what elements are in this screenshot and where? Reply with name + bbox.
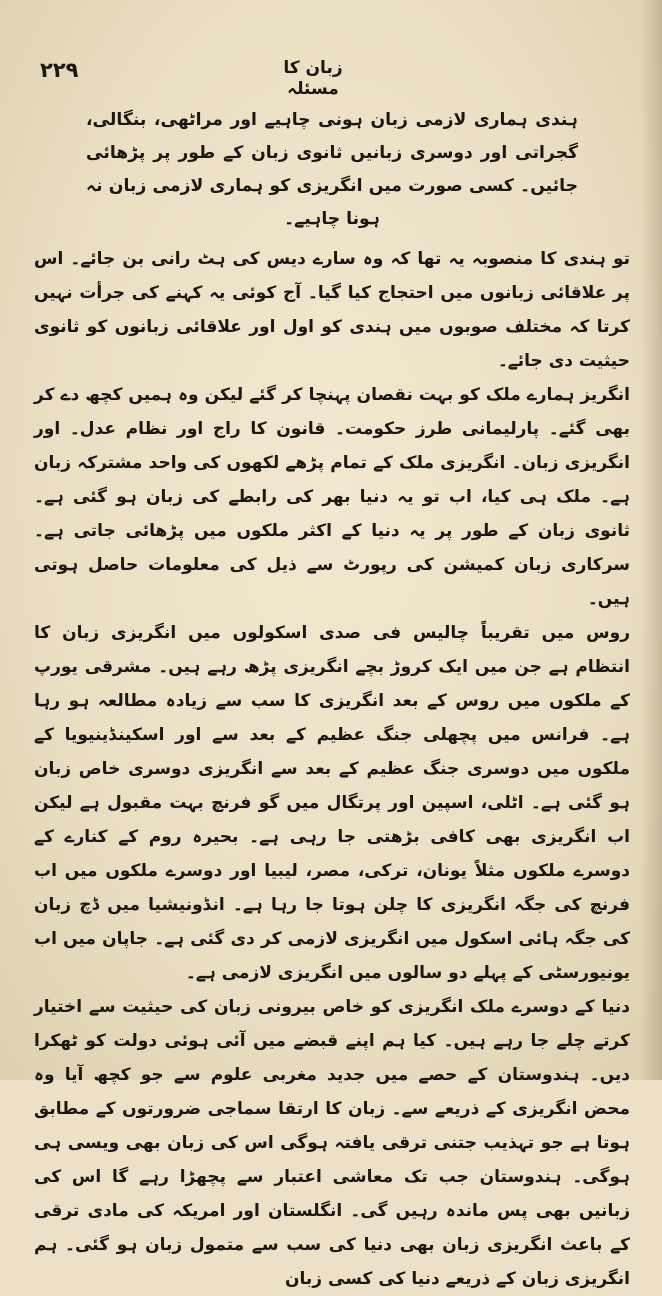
page-number: ۲۲۹ [40, 58, 79, 82]
page-body [34, 104, 630, 1296]
running-title: زبان کا مسئلہ [283, 58, 343, 99]
paragraph-hindi-plan: تو ہندی کا منصوبہ یہ تھا کہ وہ سارے دیس کی ہٹ رانی بن جائے۔ اس پر علاقائی زبانوں میں احتجاج کیا گیا۔ آج کوئی یہ کہنے کی جرأت نہیں کرتا کہ مختلف صوبوں میں ہندی کو اول اور علاقائی زبانوں کو ثانوی حیثیت دی جائے۔ [34, 249, 630, 371]
page-edge-shadow [640, 0, 662, 1080]
paragraph-english-advantage: دنیا کے دوسرے ملک انگریزی کو خاص بیرونی زبان کی حیثیت سے اختیار کرتے چلے جا رہے ہیں۔ کیا ہم اپنے قبضے میں آئی ہوئی دولت کو ٹھکرا دیں۔ ہندوستان کے حصے میں جدید مغربی علوم سے جو کچھ آیا وہ محض انگریزی کے ذریعے سے۔ زبان کا ارتقا سماجی ضرورتوں کے مطابق ہوتا ہے جو تہذیب جتنی ترقی یافتہ ہوگی اس کی زبان بھی ویسی ہی ہوگی۔ ہندوستان جب تک معاشی اعتبار سے پچھڑا رہے گا اس کی زبانیں بھی پس ماندہ رہیں گی۔ انگلستان اور امریکہ کی مادی ترقی کے باعث انگریزی زبان بھی دنیا کی سب سے متمول زبان ہو گئی۔ ہم انگریزی زبان کے ذریعے دنیا کی کسی زبان [34, 997, 630, 1289]
paragraph-english-legacy: انگریز ہمارے ملک کو بہت نقصان پہنچا کر گئے لیکن وہ ہمیں کچھ دے کر بھی گئے۔ پارلیمانی طرز حکومت۔ قانون کا راج اور نظام عدل۔ اور انگریزی زبان۔ انگریزی ملک کے تمام پڑھے لکھوں کی واحد مشترکہ زبان ہے۔ ملک ہی کیا، اب تو یہ دنیا بھر کی رابطے کی زبان ہو گئی ہے۔ ثانوی زبان کے طور پر یہ دنیا کے اکثر ملکوں میں پڑھائی جاتی ہے۔ سرکاری زبان کمیشن کی رپورٹ سے ذیل کی معلومات حاصل ہوتی ہیں۔ [34, 385, 630, 609]
paragraph-english-worldwide: روس میں تقریباً چالیس فی صدی اسکولوں میں انگریزی زبان کا انتظام ہے جن میں ایک کروڑ بچے انگریزی پڑھ رہے ہیں۔ مشرقی یورپ کے ملکوں میں روس کے بعد انگریزی کا سب سے زیادہ مطالعہ ہو رہا ہے۔ فرانس میں پچھلی جنگ عظیم کے بعد سے اور اسکینڈینیویا کے ملکوں میں دوسری جنگ عظیم کے بعد سے انگریزی دوسری خاص زبان ہو گئی ہے۔ اٹلی، اسپین اور پرتگال میں گو فرنچ بہت مقبول ہے لیکن اب انگریزی بھی کافی بڑھتی جا رہی ہے۔ بحیرہ روم کے کنارے کے دوسرے ملکوں مثلاً یونان، ترکی، مصر، لیبیا اور دوسرے ملکوں میں اب فرنچ کی جگہ انگریزی کا چلن ہوتا جا رہا ہے۔ انڈونیشیا میں ڈچ زبان کی جگہ ہائی اسکول میں انگریزی لازمی کر دی گئی ہے۔ جاپان میں اب یونیورسٹی کے پہلے دو سالوں میں انگریزی لازمی ہے۔ [34, 623, 630, 983]
page-header [0, 56, 662, 99]
block-quote: ہندی ہماری لازمی زبان ہونی چاہیے اور مراٹھی، بنگالی، گجراتی اور دوسری زبانیں ثانوی زبان کے طور پر پڑھائی جائیں۔ کسی صورت میں انگریزی کو ہماری لازمی زبان نہ ہونا چاہیے۔ [86, 110, 578, 229]
